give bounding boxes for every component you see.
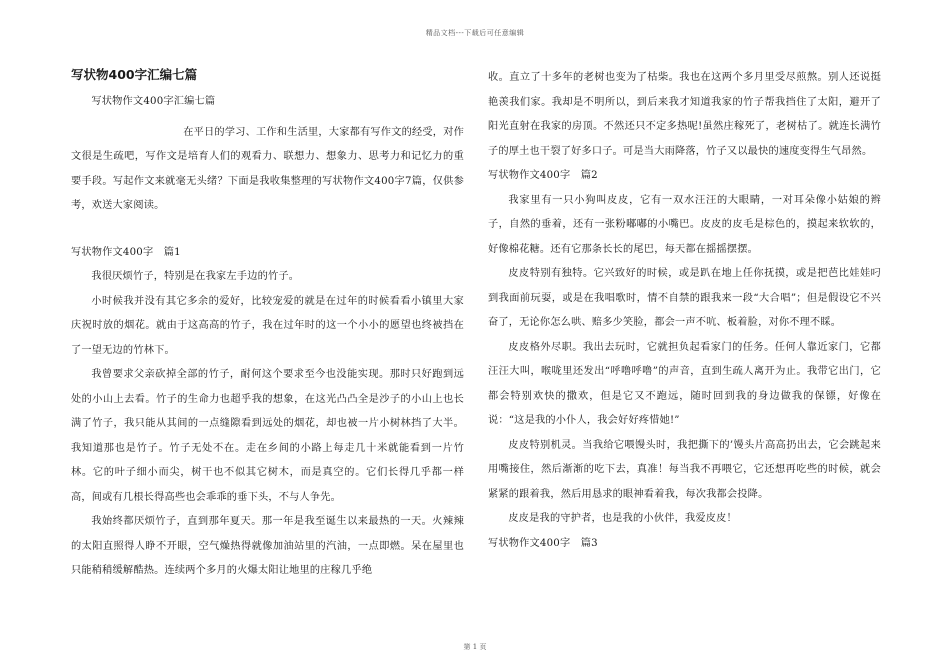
page-header: 精品文档---下载后可任意编辑 (425, 29, 525, 37)
left-column (71, 66, 464, 584)
document-subtitle: 写状物作文400字汇编七篇 (91, 96, 216, 107)
section1-paragraph: 我曾要求父亲砍掉全部的竹子，耐何这个要求至今也没能实现。那时只好跑到远处的小山上去看。竹子的生命力也超乎我的想象，在这光凸凸全是沙子的小山上也长满了竹子，我只能从其间的一点缝隙看到远处的烟花，却也被一片小树林挡了大半。我知道那也是竹子。竹子无处不在。走在乡间的小路上每走几十米就能看到一片竹林。它的叶子细小而尖，树干也不似其它树木，而是真空的。它们长得几乎都一样高，间或有几根长得高些也会乖乖的垂下头，不与人争先。 (71, 369, 464, 503)
section1-paragraph: 我始终都厌烦竹子，直到那年夏天。那一年是我至诞生以来最热的一天。火辣辣的太阳直照得人睁不开眼，空气燥热得就像加油站里的汽油，一点即燃。呆在屋里也只能稍稍缓解酷热。连续两个多月的火爆太阳让地里的庄稼几乎绝 (71, 516, 464, 576)
section2-paragraph: 皮皮格外尽职。我出去玩时，它就担负起看家门的任务。任何人靠近家门，它都汪汪大叫，喉咙里还发出“呼噜呼噜”的声音，直到生疏人离开为止。我带它出门，它都会特别欢快的撒欢，但是它又不跑远，随时回到我的身边做我的保镖，好像在说：“这是我的小仆人，我会好好疼惜她!” (488, 341, 881, 426)
section1-continued-paragraph: 收。直立了十多年的老树也变为了枯柴。我也在这两个多月里受尽煎熬。别人还说挺艳羡我们家。我却是不明所以，到后来我才知道我家的竹子帮我挡住了太阳，避开了阳光直射在我家的房顶。不然还只不定多热呢!虽然庄稼死了，老树枯了。就连长满竹子的厚土也干裂了好多口子。可是当大雨降落，竹子又以最快的速度变得生气昂然。 (488, 72, 881, 157)
section-heading-1: 写状物作文400字 篇1 (71, 246, 181, 258)
section1-paragraph: 小时候我并没有其它多余的爱好，比较宠爱的就是在过年的时候看看小镇里大家庆祝时放的烟花。就由于这高高的竹子，我在过年时的这一个小小的愿望也终被挡在了一望无边的竹林下。 (71, 295, 464, 356)
section2-paragraph: 皮皮特别有独特。它兴致好的时候，或是趴在地上任你抚摸，或是把芭比娃娃叼到我面前玩耍，或是在我唱歌时，情不自禁的跟我来一段“大合唱”；但是假设它不兴奋了，无论你怎么哄、赔多少笑脸，都会一声不吭、板着脸，对你不理不睬。 (488, 268, 881, 328)
section-heading-2: 写状物作文400字 篇2 (488, 170, 598, 181)
right-column (488, 66, 881, 556)
section2-paragraph: 我家里有一只小狗叫皮皮，它有一双水汪汪的大眼睛，一对耳朵像小姑娘的辫子，自然的垂着，还有一张粉嘟嘟的小嘴巴。皮皮的皮毛是棕色的，摸起来软软的，好像棉花糖。还有它那条长长的尾巴，每天都在摇摇摆摆。 (488, 194, 881, 255)
page-number: 第 1 页 (463, 643, 487, 651)
section1-paragraph: 我很厌烦竹子，特别是在我家左手边的竹子。 (91, 271, 300, 282)
section-heading-3: 写状物作文400字 篇3 (488, 537, 598, 549)
intro-paragraph: 在平日的学习、工作和生活里，大家都有写作文的经受，对作文很是生疏吧，写作文是培育人们的观看力、联想力、想象力、思考力和记忆力的重要手段。写起作文来就毫无头绪？下面是我收集整理的写状物作文400字7篇，仅供参考，欢送大家阅读。 (71, 126, 464, 211)
document-title: 写状物400字汇编七篇 (71, 67, 198, 82)
section2-paragraph: 皮皮是我的守护者，也是我的小伙伴，我爱皮皮！ (508, 513, 737, 524)
section2-paragraph: 皮皮特别机灵。当我给它喂馒头时，我把撕下的’馒头片高高扔出去，它会跳起来用嘴接住，然后渐渐的吃下去，真准！每当我不再喂它，它还想再吃些的时候，就会紧紧的跟着我，然后用恳求的眼神看着我，每次我都会投降。 (488, 439, 881, 500)
spacer (71, 219, 464, 241)
